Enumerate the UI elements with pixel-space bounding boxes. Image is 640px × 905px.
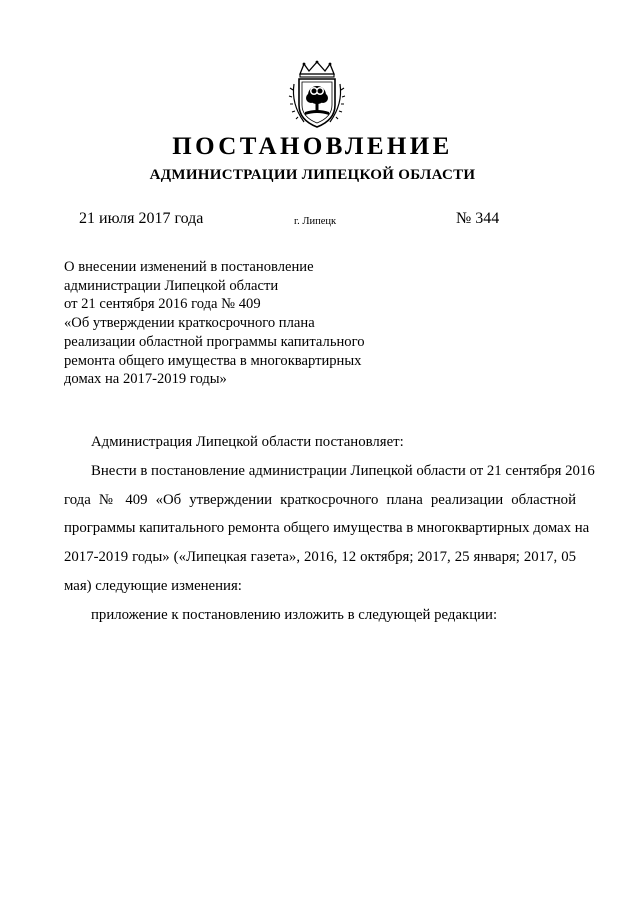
paragraph-line: программы капитального ремонта общего имущества в многоквартирных домах на	[64, 520, 590, 537]
main-paragraph	[64, 457, 595, 601]
subject-line: от 21 сентября 2016 года № 409	[64, 296, 261, 313]
subject-line: администрации Липецкой области	[64, 277, 279, 294]
preamble-paragraph: Администрация Липецкой области постановляет:	[91, 434, 404, 450]
subject-line: реализации областной программы капитального	[64, 333, 365, 350]
document-type-title: ПОСТАНОВЛЕНИЕ	[172, 133, 453, 160]
document-number: № 344	[456, 210, 500, 227]
subject-line: ремонта общего имущества в многоквартирных	[64, 352, 362, 369]
paragraph-line: Внести в постановление администрации Липецкой области от 21 сентября 2016	[91, 462, 595, 479]
amendment-paragraph: приложение к постановлению изложить в следующей редакции:	[91, 606, 498, 623]
document-subject	[64, 258, 394, 389]
subject-line: «Об утверждении краткосрочного плана	[64, 315, 315, 332]
document-body	[64, 428, 595, 630]
subject-line: О внесении изменений в постановление	[64, 259, 314, 275]
document-date: 21 июля 2017 года	[79, 210, 204, 227]
paragraph-line: года № 409 «Об утверждении краткосрочного плана реализации областной	[64, 491, 576, 508]
paragraph-line: мая) следующие изменения:	[64, 577, 242, 594]
issuer-title: АДМИНИСТРАЦИИ ЛИПЕЦКОЙ ОБЛАСТИ	[149, 167, 476, 183]
coat-of-arms-icon	[286, 60, 348, 130]
paragraph-line: 2017-2019 годы» («Липецкая газета», 2016, 12 октября; 2017, 25 января; 2017, 05	[64, 549, 576, 566]
document-city: г. Липецк	[294, 216, 337, 227]
subject-line: домах на 2017-2019 годы»	[64, 371, 227, 388]
